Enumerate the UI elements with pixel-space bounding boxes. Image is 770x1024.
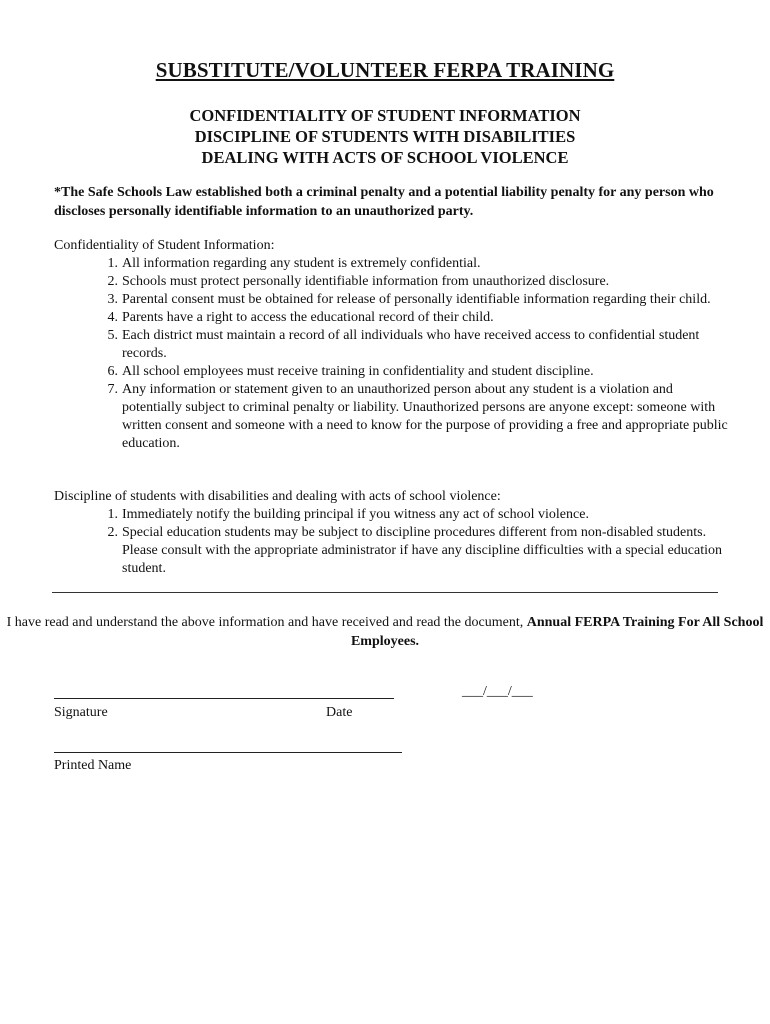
list-item-text: Any information or statement given to an unauthorized person about any student is a violation and potentially subject to criminal penalty or liability. Unauthorized persons are anyone except: someone with written consent and someone with a need to know for the purpose of providing a free and appropriate public education. bbox=[122, 382, 728, 451]
date-field[interactable]: ___/___/___ bbox=[462, 684, 533, 699]
list-item bbox=[107, 363, 734, 381]
signature-label: Signature bbox=[54, 705, 108, 720]
list-item bbox=[107, 309, 734, 327]
list-item bbox=[107, 273, 734, 291]
printed-name-label: Printed Name bbox=[54, 758, 132, 773]
acknowledgment-document-name: Annual FERPA Training For All School Employees. bbox=[350, 615, 764, 649]
list-item-text: Each district must maintain a record of all individuals who have received access to confidential student records. bbox=[122, 328, 700, 361]
list-item bbox=[107, 327, 734, 363]
discipline-list bbox=[54, 506, 734, 578]
list-item bbox=[107, 291, 734, 309]
acknowledgment-statement bbox=[0, 614, 770, 651]
list-item-text: Special education students may be subject to discipline procedures different from non-disabled students. Please consult with the appropriate administrator if have any discipline difficulties with a special education student. bbox=[122, 525, 723, 576]
list-item-text: All information regarding any student is extremely confidential. bbox=[122, 256, 481, 271]
document-subtitles bbox=[0, 105, 770, 168]
list-item-text: Immediately notify the building principal if you witness any act of school violence. bbox=[122, 507, 589, 522]
discipline-section bbox=[54, 488, 734, 578]
list-item bbox=[107, 381, 734, 453]
date-label: Date bbox=[326, 705, 353, 720]
list-item-number: 6. bbox=[107, 364, 118, 379]
document-title: SUBSTITUTE/VOLUNTEER FERPA TRAINING bbox=[155, 58, 615, 82]
safe-schools-notice: *The Safe Schools Law established both a criminal penalty and a potential liability penalty for any person who discloses personally identifiable information to an unauthorized party. bbox=[54, 185, 714, 219]
list-item-number: 1. bbox=[107, 507, 118, 522]
list-item-number: 2. bbox=[107, 525, 118, 540]
list-item-number: 5. bbox=[107, 328, 118, 343]
list-item-number: 1. bbox=[107, 256, 118, 271]
subtitle-confidentiality: CONFIDENTIALITY OF STUDENT INFORMATION bbox=[189, 106, 581, 125]
list-item-text: Parents have a right to access the educational record of their child. bbox=[122, 310, 494, 325]
list-item-number: 3. bbox=[107, 292, 118, 307]
confidentiality-list bbox=[54, 255, 734, 453]
confidentiality-heading: Confidentiality of Student Information: bbox=[54, 238, 275, 253]
confidentiality-section bbox=[54, 237, 734, 453]
list-item-number: 7. bbox=[107, 382, 118, 397]
signature-line[interactable] bbox=[54, 698, 394, 699]
list-item-number: 4. bbox=[107, 310, 118, 325]
list-item bbox=[107, 255, 734, 273]
subtitle-violence: DEALING WITH ACTS OF SCHOOL VIOLENCE bbox=[201, 148, 569, 167]
subtitle-discipline: DISCIPLINE OF STUDENTS WITH DISABILITIES bbox=[194, 127, 576, 146]
discipline-heading: Discipline of students with disabilities and dealing with acts of school violence: bbox=[54, 489, 501, 504]
section-divider bbox=[52, 592, 718, 593]
acknowledgment-text: I have read and understand the above information and have received and read the document, bbox=[6, 615, 524, 630]
list-item bbox=[107, 506, 734, 524]
list-item-text: Schools must protect personally identifiable information from unauthorized disclosure. bbox=[122, 274, 610, 289]
printed-name-line[interactable] bbox=[54, 752, 402, 753]
list-item-text: All school employees must receive training in confidentiality and student discipline. bbox=[122, 364, 594, 379]
list-item bbox=[107, 524, 734, 578]
list-item-number: 2. bbox=[107, 274, 118, 289]
list-item-text: Parental consent must be obtained for release of personally identifiable information regarding their child. bbox=[122, 292, 711, 307]
